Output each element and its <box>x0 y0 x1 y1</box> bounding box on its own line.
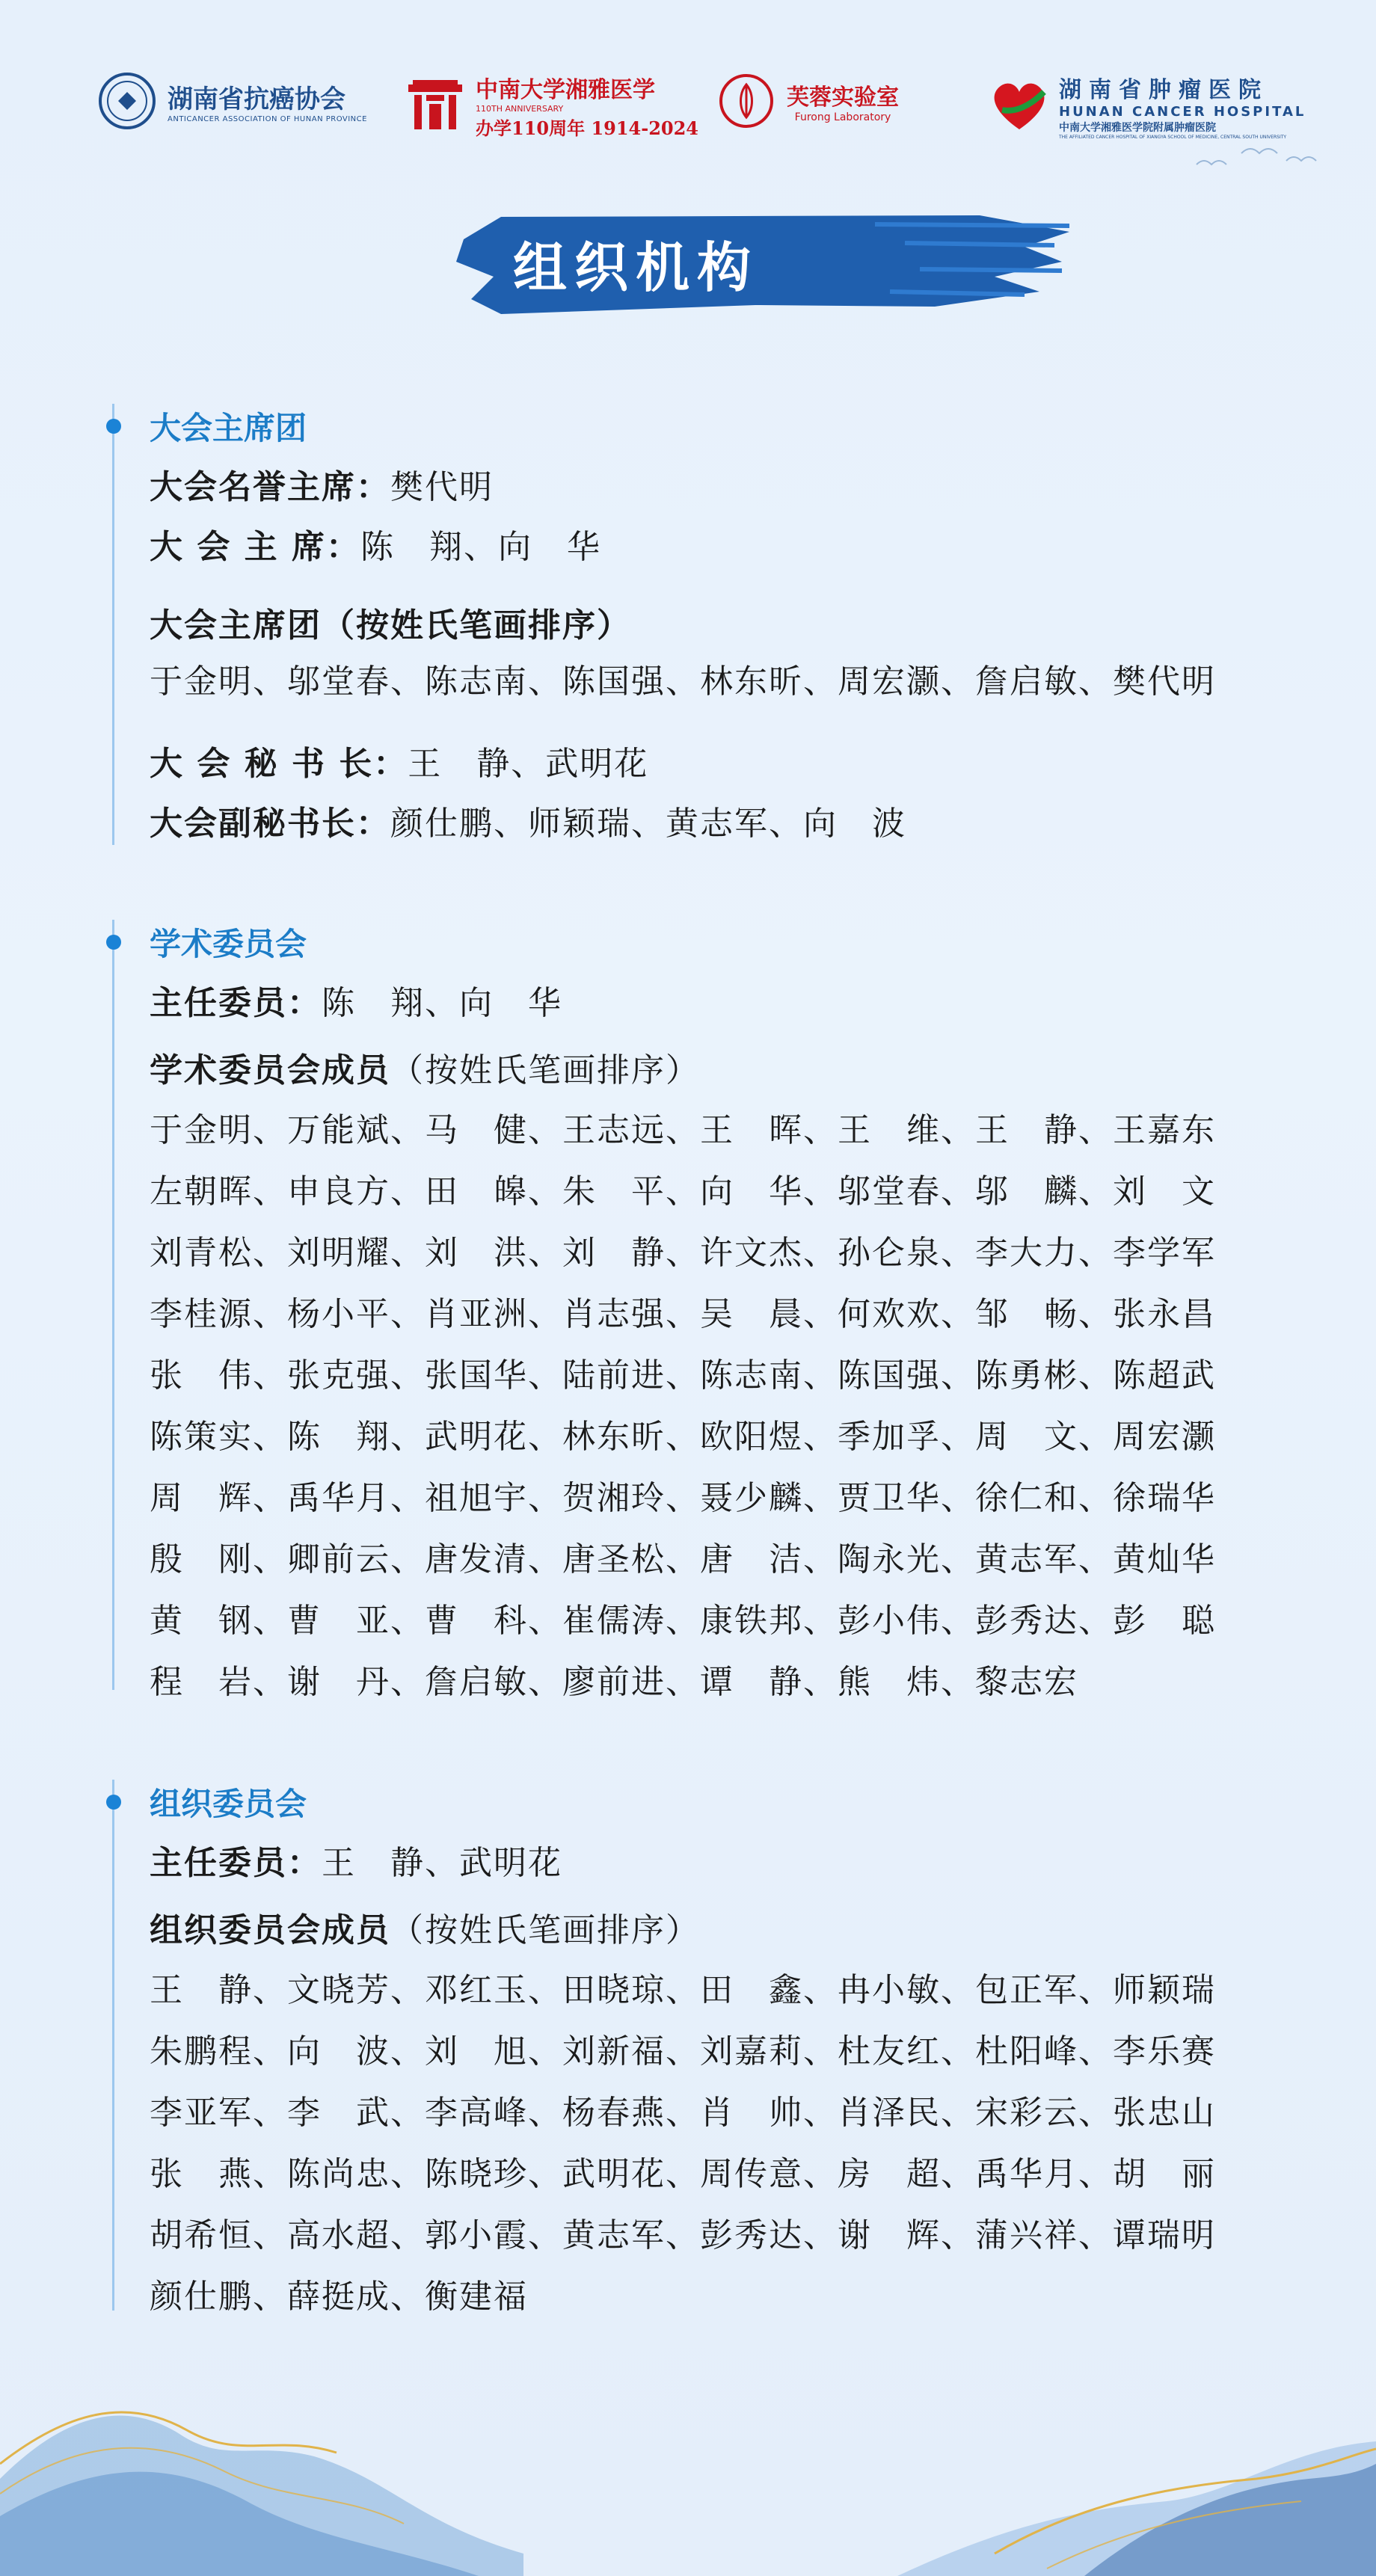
hospital-en: HUNAN CANCER HOSPITAL <box>1059 104 1306 120</box>
academic-line: 李桂源、杨小平、肖亚洲、肖志强、吴 晨、何欢欢、邹 畅、张永昌 <box>150 1295 1216 1333</box>
academic-members-heading: 学术委员会成员 <box>150 1051 390 1089</box>
academic-line: 于金明、万能斌、马 健、王志远、王 晖、王 维、王 静、王嘉东 <box>150 1111 1216 1149</box>
anticancer-name: 湖南省抗癌协会 <box>168 84 345 114</box>
academic-members-heading-row <box>150 1043 700 1091</box>
chair-row <box>150 520 601 568</box>
organizing-section <box>112 1780 1279 2318</box>
honorary-chair-label: 大会名誉主席： <box>150 468 390 506</box>
organizing-line: 朱鹏程、向 波、刘 旭、刘新福、刘嘉莉、杜友红、杜阳峰、李乐赛 <box>150 2032 1216 2071</box>
academic-title: 学术委员会 <box>150 926 307 962</box>
section-line <box>112 404 114 845</box>
anticancer-emblem-icon <box>97 71 157 131</box>
page-title: 组织机构 <box>512 236 758 299</box>
secretary-row <box>150 737 648 784</box>
academic-line: 陈策实、陈 翔、武明花、林东昕、欧阳煜、季加孚、周 文、周宏灏 <box>150 1418 1216 1456</box>
honorary-chair-value: 樊代明 <box>390 468 494 506</box>
presidium-group-heading: 大会主席团（按姓氏笔画排序） <box>150 606 631 645</box>
academic-line: 程 岩、谢 丹、詹启敏、廖前进、谭 静、熊 炜、黎志宏 <box>150 1663 1078 1701</box>
anticancer-sub: ANTICANCER ASSOCIATION OF HUNAN PROVINCE <box>168 115 367 123</box>
furong-sub: Furong Laboratory <box>794 111 891 123</box>
organizing-members-heading-row <box>150 1903 700 1951</box>
secretary-value: 王 静、武明花 <box>408 745 649 783</box>
chair-label: 大 会 主 席： <box>150 528 360 566</box>
organizing-line: 张 燕、陈尚忠、陈晓珍、武明花、周传意、房 超、禹华月、胡 丽 <box>150 2155 1216 2193</box>
academic-line: 周 辉、禹华月、祖旭宇、贺湘玲、聂少麟、贾卫华、徐仁和、徐瑞华 <box>150 1479 1216 1517</box>
chair-value: 陈 翔、向 华 <box>360 528 601 566</box>
presidium-title: 大会主席团 <box>150 410 307 446</box>
academic-line: 殷 刚、卿前云、唐发清、唐圣松、唐 洁、陶永光、黄志军、黄灿华 <box>150 1540 1216 1579</box>
secretary-label: 大 会 秘 书 长： <box>150 745 408 783</box>
presidium-section <box>112 404 1279 852</box>
mountain-decoration <box>0 2329 1376 2576</box>
logo-bar <box>0 0 1376 165</box>
organizing-director-label: 主任委员： <box>150 1844 322 1882</box>
academic-section <box>112 920 1279 1701</box>
organizing-title: 组织委员会 <box>150 1786 307 1822</box>
deputy-secretary-row <box>150 796 906 844</box>
academic-line: 张 伟、张克强、张国华、陆前进、陈志南、陈国强、陈勇彬、陈超武 <box>150 1356 1216 1395</box>
academic-director-label: 主任委员： <box>150 984 322 1022</box>
furong-emblem-icon <box>716 71 776 131</box>
organizing-members-heading: 组织委员会成员 <box>150 1911 390 1949</box>
birds-icon <box>1189 135 1324 179</box>
xiangya-years: 办学110周年 1914-2024 <box>476 117 699 139</box>
organizing-members-note: （按姓氏笔画排序） <box>390 1911 700 1949</box>
furong-name: 芙蓉实验室 <box>787 84 899 111</box>
academic-line: 刘青松、刘明耀、刘 洪、刘 静、许文杰、孙仑泉、李大力、李学军 <box>150 1234 1216 1272</box>
furong-lab-logo <box>716 71 899 131</box>
hospital-sub: 中南大学湘雅医学院附属肿瘤医院 <box>1059 122 1216 134</box>
anticancer-association-logo <box>97 71 367 131</box>
academic-director-value: 陈 翔、向 华 <box>322 984 562 1022</box>
heart-icon <box>986 76 1053 135</box>
section-dot <box>106 1795 121 1810</box>
organizing-director-row <box>150 1836 562 1884</box>
organizing-line: 李亚军、李 武、李高峰、杨春燕、肖 帅、肖泽民、宋彩云、张忠山 <box>150 2094 1216 2132</box>
organizing-line: 王 静、文晓芳、邓红玉、田晓琼、田 鑫、冉小敏、包正军、师颖瑞 <box>150 1971 1216 2009</box>
section-dot <box>106 419 121 434</box>
honorary-chair-row <box>150 460 494 508</box>
hospital-sub-en: THE AFFILIATED CANCER HOSPITAL OF XIANGYA SCHOOL OF MEDICINE, CENTRAL SOUTH UNIVERSITY <box>1059 135 1287 140</box>
academic-director-row <box>150 976 562 1024</box>
cancer-hospital-logo <box>986 71 1306 140</box>
academic-line: 黄 钢、曹 亚、曹 科、崔儒涛、康铁邦、彭小伟、彭秀达、彭 聪 <box>150 1602 1216 1640</box>
xiangya-logo <box>404 71 698 140</box>
organizing-line: 颜仕鹏、薛挺成、衡建福 <box>150 2278 528 2316</box>
section-line <box>112 1780 114 2311</box>
hospital-name: 湖南省肿瘤医院 <box>1059 77 1268 103</box>
organizing-director-value: 王 静、武明花 <box>322 1844 562 1882</box>
xiangya-name: 中南大学湘雅医学 <box>476 77 655 103</box>
presidium-group-members: 于金明、邬堂春、陈志南、陈国强、林东昕、周宏灏、詹启敏、樊代明 <box>150 663 1216 701</box>
section-dot <box>106 935 121 950</box>
academic-line: 左朝晖、申良方、田 皞、朱 平、向 华、邬堂春、邬 麟、刘 文 <box>150 1172 1216 1211</box>
gate-icon <box>404 74 467 137</box>
deputy-secretary-value: 颜仕鹏、师颖瑞、黄志军、向 波 <box>390 805 906 843</box>
academic-members-note: （按姓氏笔画排序） <box>390 1051 700 1089</box>
section-line <box>112 920 114 1690</box>
organizing-line: 胡希恒、高水超、郭小霞、黄志军、彭秀达、谢 辉、蒲兴祥、谭瑞明 <box>150 2216 1216 2254</box>
deputy-secretary-label: 大会副秘书长： <box>150 805 390 843</box>
xiangya-anniv: 110TH ANNIVERSARY <box>476 104 564 114</box>
